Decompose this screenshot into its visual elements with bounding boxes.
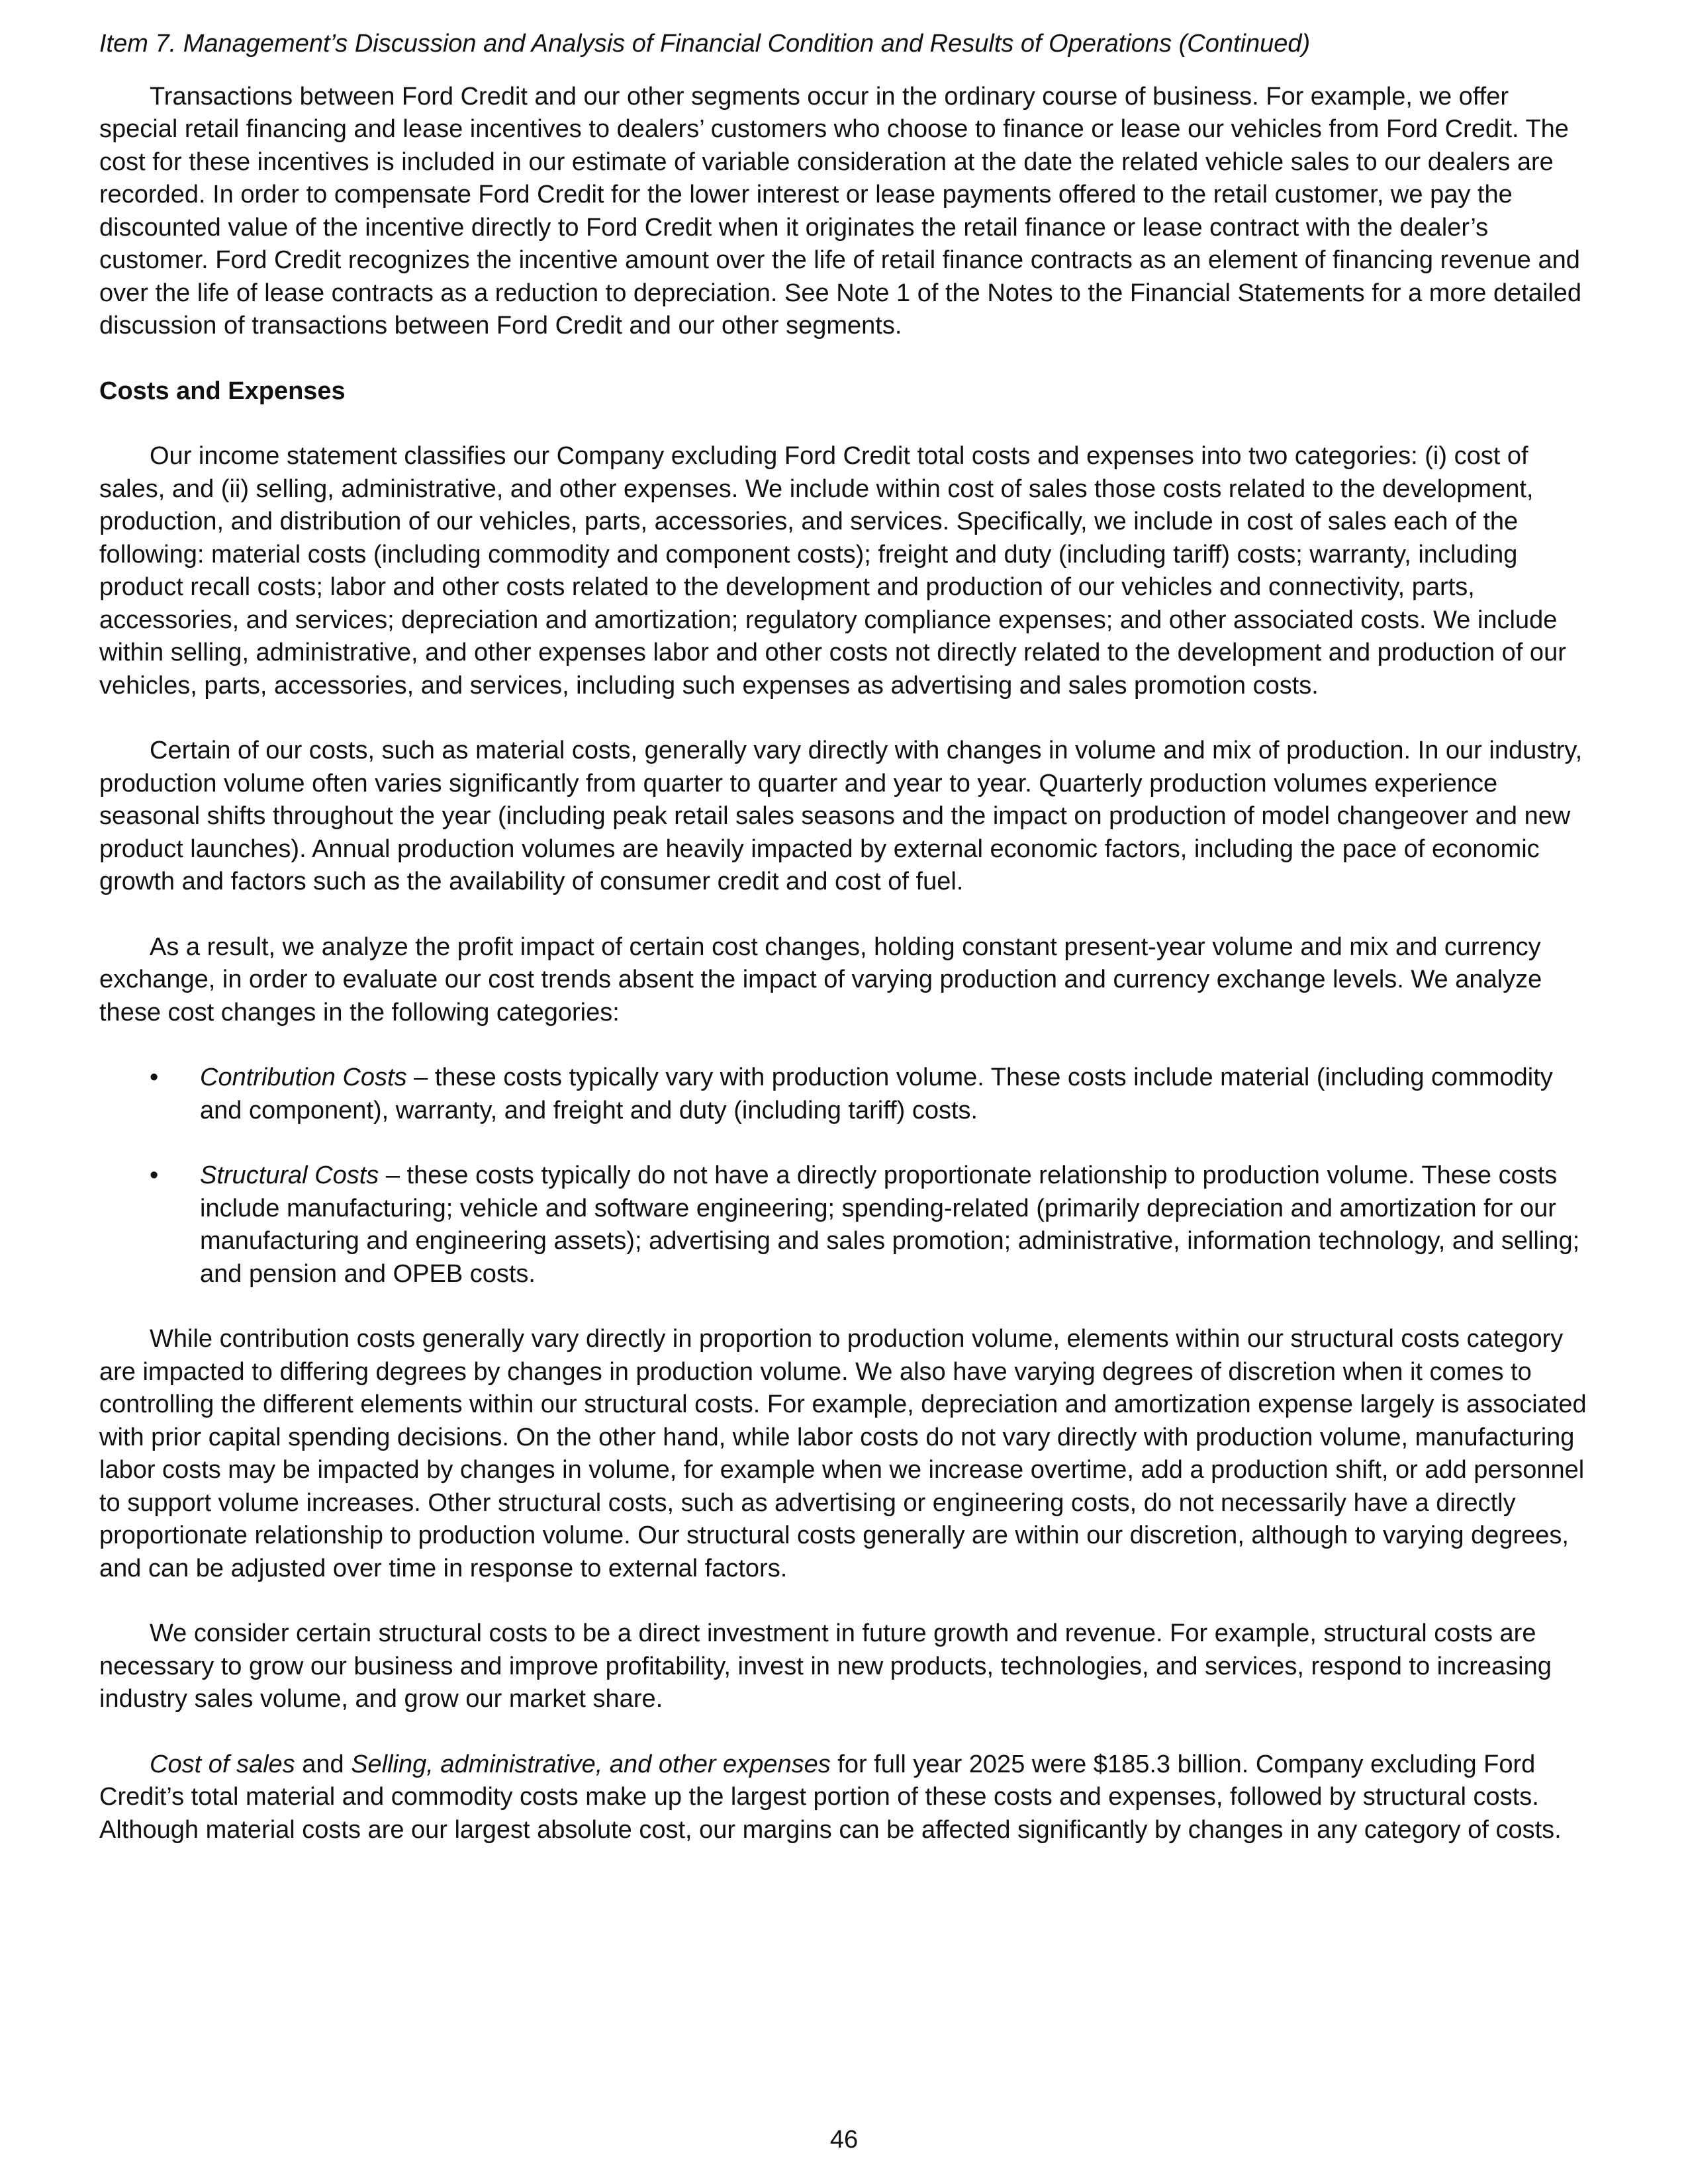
bullet-term: Structural Costs: [200, 1161, 379, 1189]
paragraph-cost-of-sales-total: [99, 1749, 1590, 1847]
bullet-marker: •: [150, 1161, 159, 1189]
paragraph-profit-impact-analysis: As a result, we analyze the profit impact of certain cost changes, holding constant present-year volume and mix and currency exchange, in order to evaluate our cost trends absent the impact of varying production and currency exchange levels. We analyze these cost changes in the following categories:: [99, 933, 1542, 1026]
heading-costs-and-expenses: Costs and Expenses: [99, 377, 346, 405]
section-header: Item 7. Management’s Discussion and Analysis of Financial Condition and Results of Operations (Continued): [99, 30, 1311, 58]
inline-text: for full year 2025 were $185.3 billion. Company excluding Ford Credit’s total material and commodity costs make up the largest portion of these costs and expenses, followed by structural costs. Although material costs are our largest absolute cost, our margins can be affected significantly by changes in any category of costs.: [99, 1750, 1562, 1844]
paragraph-income-statement-classification: Our income statement classifies our Company excluding Ford Credit total costs and expenses into two categories: (i) cost of sales, and (ii) selling, administrative, and other expenses. We include within cost of sales those costs related to the development, production, and distribution of our vehicles, parts, accessories, and services. Specifically, we include in cost of sales each of the following: material costs (including commodity and component costs); freight and duty (including tariff) costs; warranty, including product recall costs; labor and other costs related to the development and production of our vehicles and connectivity, parts, accessories, and services; depreciation and amortization; regulatory compliance expenses; and other associated costs. We include within selling, administrative, and other expenses labor and other costs not directly related to the development and production of our vehicles, parts, accessories, and services, including such expenses as advertising and sales promotion costs.: [99, 442, 1566, 700]
paragraph-structural-cost-discretion: While contribution costs generally vary directly in proportion to production volume, elements within our structural costs category are impacted to differing degrees by changes in production volume. We also have varying degrees of discretion when it comes to controlling the different elements within our structural costs. For example, depreciation and amortization expense largely is associated with prior capital spending decisions. On the other hand, while labor costs do not vary directly with production volume, manufacturing labor costs may be impacted by changes in volume, for example when we increase overtime, add a production shift, or add personnel to support volume increases. Other structural costs, such as advertising or engineering costs, do not necessarily have a directly proportionate relationship to production volume. Our structural costs generally are within our discretion, although to varying degrees, and can be adjusted over time in response to external factors.: [99, 1325, 1587, 1582]
bullet-marker: •: [150, 1064, 159, 1091]
paragraph-structural-investment: We consider certain structural costs to be a direct investment in future growth and revenue. For example, structural costs are necessary to grow our business and improve profitability, invest in new products, technologies, and services, respond to increasing industry sales volume, and grow our market share.: [99, 1619, 1552, 1713]
paragraph-intersegment-transactions: Transactions between Ford Credit and our other segments occur in the ordinary course of business. For example, we offer special retail financing and lease incentives to dealers’ customers who choose to finance or lease our vehicles from Ford Credit. The cost for these incentives is included in our estimate of variable consideration at the date the related vehicle sales to our dealers are recorded. In order to compensate Ford Credit for the lower interest or lease payments offered to the retail customer, we pay the discounted value of the incentive directly to Ford Credit when it originates the retail finance or lease contract with the dealer’s customer. Ford Credit recognizes the incentive amount over the life of retail finance contracts as an element of financing revenue and over the life of lease contracts as a reduction to depreciation. See Note 1 of the Notes to the Financial Statements for a more detailed discussion of transactions between Ford Credit and our other segments.: [99, 82, 1582, 340]
document-page: [99, 28, 1590, 1846]
inline-term: Selling, administrative, and other expenses: [351, 1750, 831, 1778]
bullet-term: Contribution Costs: [200, 1064, 407, 1091]
bullet-text: – these costs typically vary with production volume. These costs include material (including commodity and component), warranty, and freight and duty (including tariff) costs.: [200, 1064, 1553, 1124]
bullet-text: – these costs typically do not have a directly proportionate relationship to production volume. These costs include manufacturing; vehicle and software engineering; spending-related (primarily depreciation and amortization for our manufacturing and engineering assets); advertising and sales promotion; administrative, information technology, and selling; and pension and OPEB costs.: [200, 1161, 1580, 1288]
inline-text: and: [295, 1750, 352, 1778]
bullet-contribution-costs: [99, 1062, 1590, 1127]
paragraph-cost-variability: Certain of our costs, such as material costs, generally vary directly with changes in volume and mix of production. In our industry, production volume often varies significantly from quarter to quarter and year to year. Quarterly production volumes experience seasonal shifts throughout the year (including peak retail sales seasons and the impact on production of model changeover and new product launches). Annual production volumes are heavily impacted by external economic factors, including the pace of economic growth and factors such as the availability of consumer credit and cost of fuel.: [99, 737, 1583, 895]
inline-term: Cost of sales: [150, 1750, 295, 1778]
page-number: 46: [829, 2126, 859, 2154]
bullet-structural-costs: [99, 1160, 1590, 1291]
